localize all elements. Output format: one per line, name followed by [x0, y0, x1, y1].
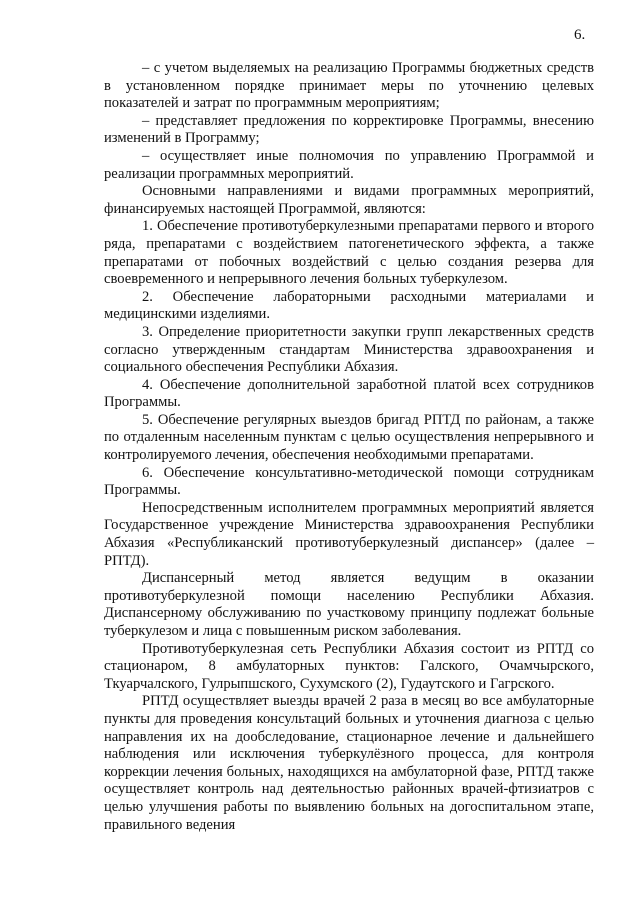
paragraph-item-6: 6. Обеспечение консультативно-методической помощи сотрудникам Программы. [104, 464, 594, 499]
paragraph-budget-measures: – с учетом выделяемых на реализацию Программы бюджетных средств в установленном порядке принимает меры по уточнению целевых показателей и затрат по программным мероприятиям; [104, 60, 594, 112]
paragraph-item-5: 5. Обеспечение регулярных выездов бригад РПТД по районам, а также по отдаленным населенным пунктам с целью осуществления непрерывного и контролируемого лечения, обеспечения необходимыми препаратами. [104, 411, 594, 464]
paragraph-executor: Непосредственным исполнителем программных мероприятий является Государственное учреждение Министерства здравоохранения Республики Абхазия «Республиканский противотуберкулезный диспансер» (далее – РПТД). [104, 499, 594, 569]
page-number: 6. [574, 27, 586, 43]
paragraph-other-powers: – осуществляет иные полномочия по управлению Программой и реализации программных мероприятий. [104, 147, 594, 182]
paragraph-item-2: 2. Обеспечение лабораторными расходными материалами и медицинскими изделиями. [104, 288, 594, 323]
document-body [104, 60, 594, 834]
paragraph-item-4: 4. Обеспечение дополнительной заработной платой всех сотрудников Программы. [104, 376, 594, 411]
paragraph-doctor-visits: РПТД осуществляет выезды врачей 2 раза в месяц во все амбулаторные пункты для проведения консультаций больных и уточнения диагноза с целью направления их на дообследование, стационарное лечение и дальнейшего наблюдения или исключения туберкулёзного процесса, для контроля коррекции лечения больных, находящихся на амбулаторной фазе, РПТД также осуществляет контроль над деятельностью районных врачей-фтизиатров с целью улучшения работы по выявлению больных на догоспитальном этапе, правильного ведения [104, 693, 594, 833]
paragraph-main-directions: Основными направлениями и видами программных мероприятий, финансируемых настоящей Программой, являются: [104, 183, 594, 217]
paragraph-program-changes: – представляет предложения по корректировке Программы, внесению изменений в Программу; [104, 112, 594, 147]
paragraph-network: Противотуберкулезная сеть Республики Абхазия состоит из РПТД со стационаром, 8 амбулаторных пунктов: Галского, Очамчырского, Ткуарчалского, Гулрыпшского, Сухумского (2), Гудаутского и Гагрского. [104, 640, 594, 692]
paragraph-item-3: 3. Определение приоритетности закупки групп лекарственных средств согласно утвержденным стандартам Министерства здравоохранения и социального обеспечения Республики Абхазия. [104, 323, 594, 376]
paragraph-item-1: 1. Обеспечение противотуберкулезными препаратами первого и второго ряда, препаратами с воздействием патогенетического эффекта, а также препаратами от побочных воздействий с целью создания резерва для своевременного и непрерывного лечения больных туберкулезом. [104, 218, 594, 288]
paragraph-dispensary-method: Диспансерный метод является ведущим в оказании противотуберкулезной помощи населению Республики Абхазия. Диспансерному обслуживанию по участковому принципу подлежат больные туберкулезом и лица с повышенным риском заболевания. [104, 570, 594, 639]
